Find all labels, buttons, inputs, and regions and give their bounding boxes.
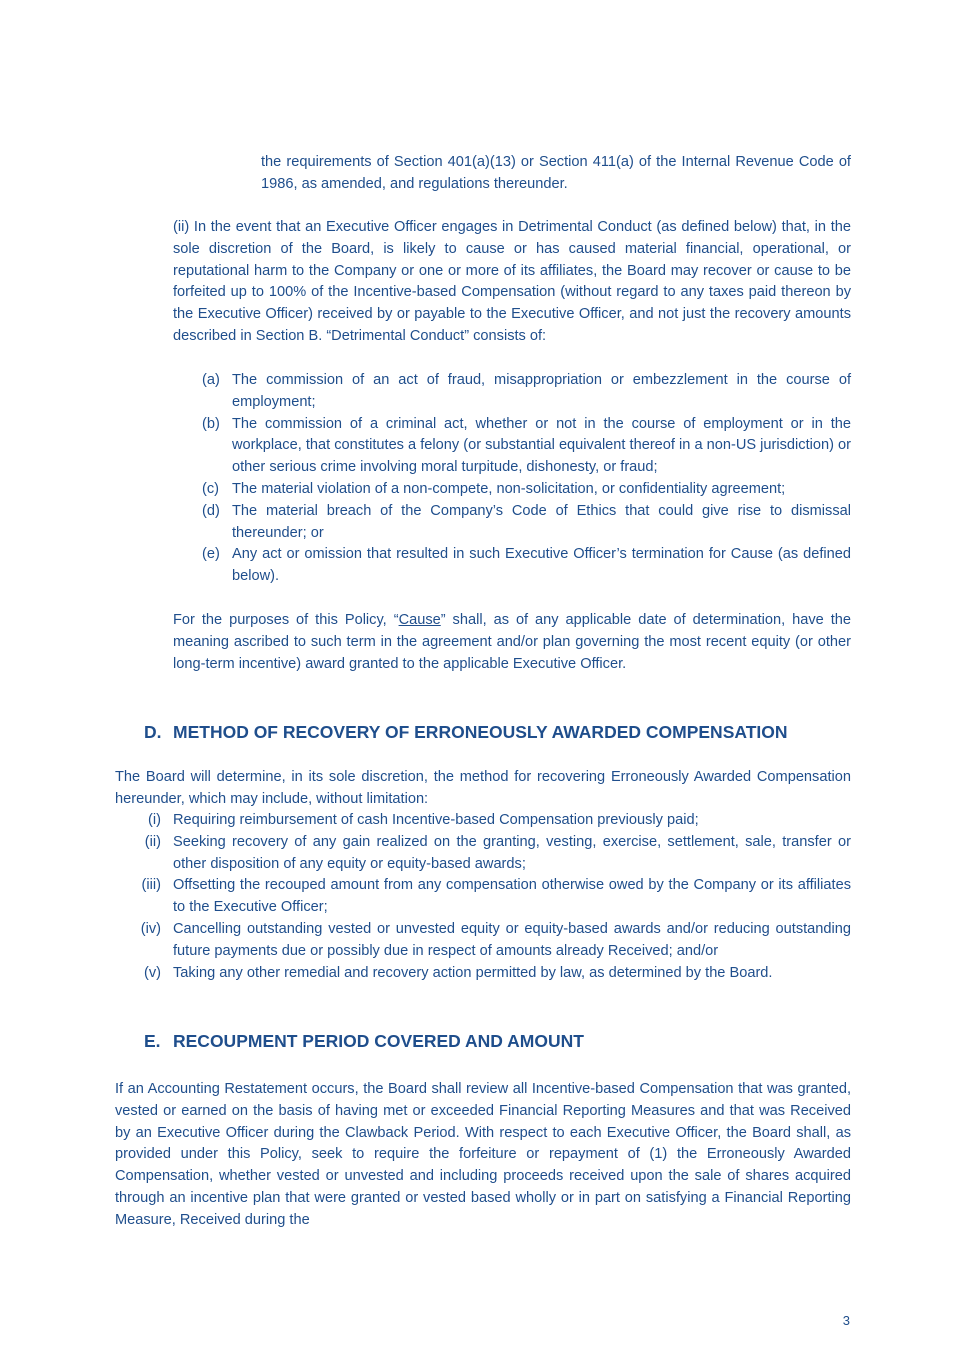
list-item — [173, 544, 851, 588]
list-item-label: (e) — [202, 546, 220, 563]
list-item-text: The commission of an act of fraud, misappropriation or embezzlement in the course of employment; — [232, 372, 851, 410]
list-item-label: (v) — [143, 964, 161, 981]
list-item — [115, 963, 851, 985]
list-item — [173, 501, 851, 545]
list-item-text: Seeking recovery of any gain realized on the granting, vesting, exercise, settlement, sale, transfer or other disposition of any equity or equity-based awards; — [173, 833, 851, 872]
section-e-paragraph: If an Accounting Restatement occurs, the Board shall review all Incentive-based Compensation that was granted, vested or earned on the basis of having met or exceeded Financial Reporting Measures and that was Received by an Executive Officer during the Clawback Period. With respect to each Executive Officer, the Board shall, as provided under this Policy, seek to require the forfeiture or repayment of (1) the Erroneously Awarded Compensation, whether vested or unvested and including proceeds received upon the sale of shares acquired through an incentive plan that were granted or vested based wholly or in part on satisfying a Financial Reporting Measure, Received during the — [115, 1081, 851, 1228]
section-e-letter: E. — [144, 1031, 161, 1051]
section-e-title: RECOUPMENT PERIOD COVERED AND AMOUNT — [173, 1031, 584, 1051]
list-item-label: (d) — [202, 502, 220, 519]
continuation-paragraph: the requirements of Section 401(a)(13) or Section 411(a) of the Internal Revenue Code of 1986, as amended, and regulations thereunder. — [261, 154, 851, 192]
list-item — [173, 370, 851, 414]
list-item-label: (i) — [148, 812, 161, 828]
cause-text-before: For the purposes of this Policy, “ — [173, 612, 399, 628]
list-item-label: (b) — [202, 415, 220, 432]
detrimental-conduct-paragraph: (ii) In the event that an Executive Officer engages in Detrimental Conduct (as defined below) that, in the sole discretion of the Board, is likely to cause or has caused material financial, operational, or reputational harm to the Company or one or more of its affiliates, the Board may recover or cause to be forfeited up to 100% of the Incentive-based Compensation (without regard to any taxes paid thereon by the Executive Officer) received by or payable to the Executive Officer, and not just the recovery amounts described in Section B. “Detrimental Conduct” consists of: — [173, 219, 851, 344]
list-item-label: (ii) — [144, 833, 161, 850]
recovery-methods-list — [115, 810, 851, 984]
list-item-text: Any act or omission that resulted in such Executive Officer’s termination for Cause (as defined below). — [232, 546, 851, 585]
section-d-heading — [144, 721, 788, 743]
list-item — [115, 875, 851, 919]
list-item-text: The commission of a criminal act, whether or not in the course of employment or in the workplace, that constitutes a felony (or substantial equivalent thereof in a non-US jurisdiction) or other serious crime involving moral turpitude, dishonesty, or fraud; — [232, 415, 851, 476]
cause-text-after: ” shall, as of any applicable date of determination, have the meaning ascribed to such term in the agreement and/or plan governing the most recent equity (or other long-term incentive) award granted to the applicable Executive Officer. — [173, 612, 851, 672]
list-item-label: (c) — [202, 480, 220, 497]
list-item — [115, 832, 851, 876]
list-item — [173, 414, 851, 479]
section-e-heading — [144, 1030, 584, 1052]
section-d-intro: The Board will determine, in its sole discretion, the method for recovering Erroneously Awarded Compensation hereunder, which may include, without limitation: — [115, 769, 851, 807]
section-d-letter: D. — [144, 722, 162, 742]
list-item-text: Offsetting the recouped amount from any compensation otherwise owed by the Company or its affiliates to the Executive Officer; — [173, 877, 851, 916]
detrimental-conduct-list — [173, 370, 851, 588]
list-item-text: The material violation of a non-compete, non-solicitation, or confidentiality agreement; — [232, 480, 786, 497]
list-item — [173, 479, 851, 501]
page-number: 3 — [842, 1313, 850, 1328]
list-item-label: (a) — [202, 372, 220, 388]
list-item — [115, 919, 851, 963]
cause-term: Cause — [398, 612, 441, 628]
section-d-title: METHOD OF RECOVERY OF ERRONEOUSLY AWARDED COMPENSATION — [173, 722, 788, 742]
list-item-label: (iii) — [141, 877, 161, 894]
cause-definition-paragraph — [173, 610, 851, 675]
list-item — [115, 810, 851, 832]
list-item-text: Requiring reimbursement of cash Incentive-based Compensation previously paid; — [173, 812, 699, 828]
list-item-text: Taking any other remedial and recovery action permitted by law, as determined by the Board. — [173, 964, 773, 981]
list-item-label: (iv) — [140, 920, 161, 937]
list-item-text: Cancelling outstanding vested or unvested equity or equity-based awards and/or reducing outstanding future payments due or possibly due in respect of amounts already Received; and/or — [173, 920, 851, 959]
list-item-text: The material breach of the Company’s Code of Ethics that could give rise to dismissal thereunder; or — [232, 502, 851, 541]
